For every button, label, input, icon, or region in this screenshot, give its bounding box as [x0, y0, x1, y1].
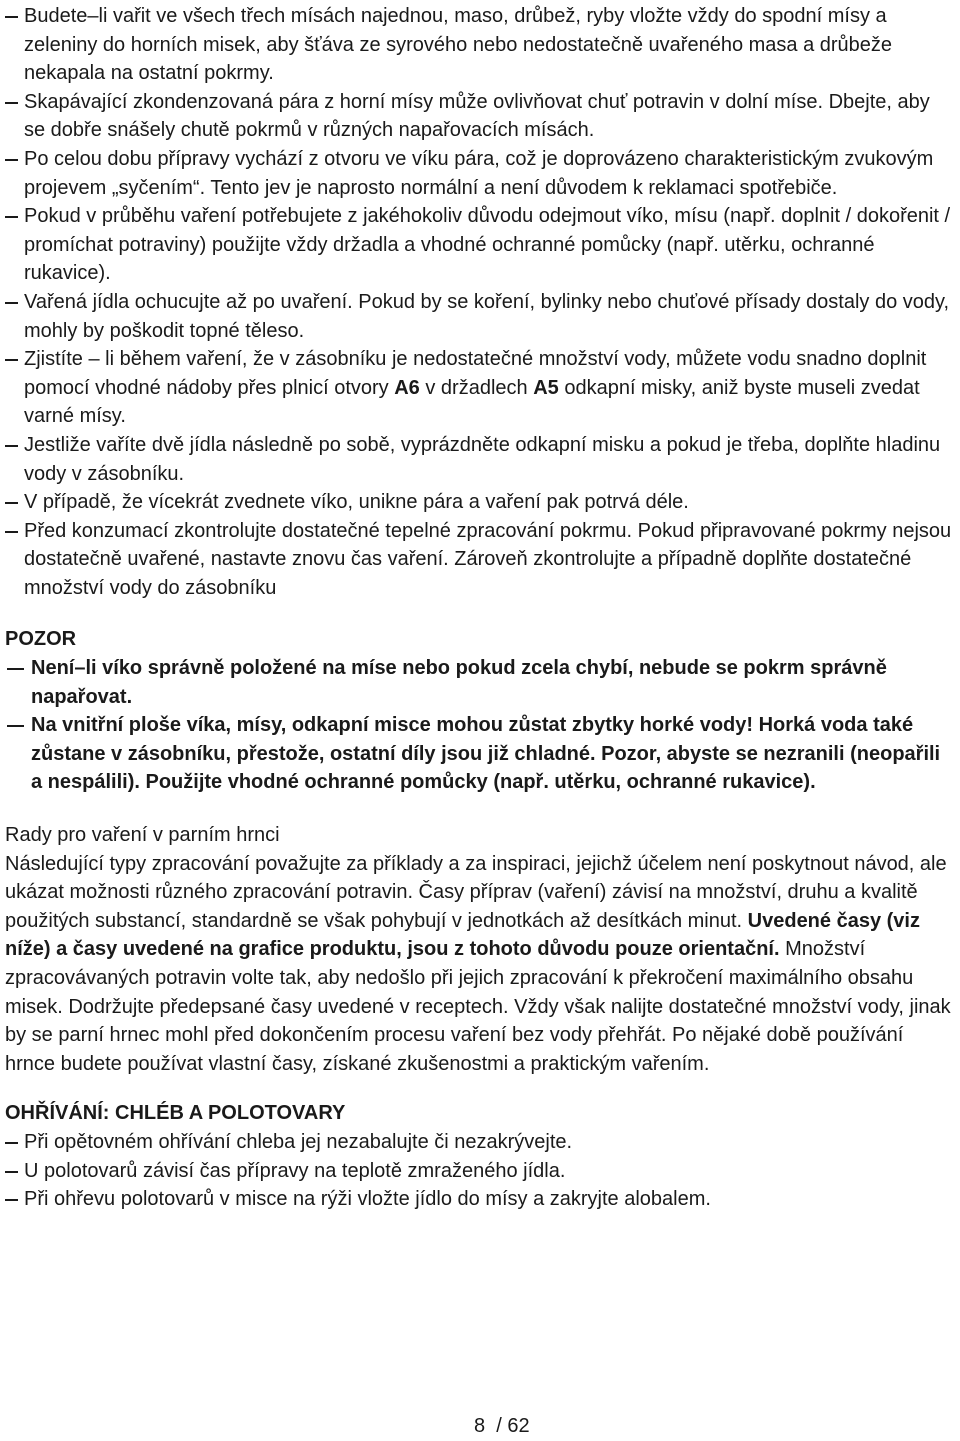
reheat-list — [5, 1128, 955, 1214]
part-ref-a6: A6 — [394, 376, 420, 399]
tips-paragraph — [5, 850, 955, 1079]
manual-page — [5, 2, 955, 1214]
list-item: U polotovarů závisí čas přípravy na teplotě zmraženého jídla. — [5, 1157, 955, 1186]
list-item: Při opětovném ohřívání chleba jej nezabalujte či nezakrývejte. — [5, 1128, 955, 1157]
reheat-heading: OHŘÍVÁNÍ: CHLÉB A POLOTOVARY — [5, 1102, 346, 1125]
text-span: odkapní misky, aniž byste museli zvedat varné mísy. — [24, 376, 920, 428]
warning-item: Na vnitřní ploše víka, mísy, odkapní misce mohou zůstat zbytky horké vody! Horká voda také zůstane v zásobníku, přestože, ostatní díly jsou již chladné. Pozor, abyste se nezranili (neopařili a nespálili). Použijte vhodné ochranné pomůcky (např. utěrku, ochranné rukavice). — [5, 711, 955, 797]
tips-heading: Rady pro vaření v parním hrnci — [5, 824, 280, 847]
list-item: Při ohřevu polotovarů v misce na rýži vložte jídlo do mísy a zakryjte alobalem. — [5, 1185, 955, 1214]
tips-emphasis: Uvedené časy (viz níže) a časy uvedené na grafice produktu, jsou z tohoto důvodu pouze orientační. — [5, 909, 920, 961]
reheat-section — [5, 1099, 955, 1213]
usage-notes-list — [5, 2, 955, 602]
warning-heading: POZOR — [5, 628, 77, 651]
warning-list — [5, 654, 955, 797]
text-span: Množství zpracovávaných potravin volte tak, aby nedošlo při jejich zpracování k překročení maximálního obsahu misek. Dodržujte předepsané časy uvedené v receptech. Vždy však nalijte dostatečné množství vody, jinak by se parní hrnec mohl před dokončením procesu vaření bez vody přehřát. Po nějaké době používání hrnce budete používat vlastní časy, získané zkušenostmi a praktickým vařením. — [5, 938, 951, 1075]
list-item: Před konzumací zkontrolujte dostatečné tepelné zpracování pokrmu. Pokud připravované pokrmy nejsou dostatečně uvařené, nastavte znovu čas vaření. Zároveň zkontrolujte a případně doplňte dostatečné množství vody do zásobníku — [5, 517, 955, 603]
part-ref-a5: A5 — [533, 376, 559, 399]
text-span: Následující typy zpracování považujte za příklady a za inspiraci, jejichž účelem není poskytnout návod, ale ukázat možnosti různého zpracování potravin. Časy příprav (vaření) závisí na množství, druhu a kvalitě použitých substancí, standardně se však pohybují v jednotkách až desítkách minut. — [5, 852, 947, 932]
warning-section — [5, 625, 955, 797]
page-number: 8 / 62 — [474, 1415, 530, 1437]
text-span: v držadlech — [419, 376, 534, 399]
text-span: Zjistíte – li během vaření, že v zásobníku je nedostatečné množství vody, můžete vodu snadno doplnit pomocí vhodné nádoby přes plnicí otvory — [24, 348, 927, 399]
tips-section — [5, 821, 955, 1078]
list-item: Pokud v průběhu vaření potřebujete z jakéhokoliv důvodu odejmout víko, mísu (např. doplnit / dokořenit / promíchat potraviny) použijte vždy držadla a vhodné ochranné pomůcky (např. utěrku, ochranné rukavice). — [5, 202, 955, 288]
list-item — [5, 345, 955, 431]
list-item: V případě, že vícekrát zvednete víko, unikne pára a vaření pak potrvá déle. — [5, 488, 955, 517]
list-item: Jestliže vaříte dvě jídla následně po sobě, vyprázdněte odkapní misku a pokud je třeba, doplňte hladinu vody v zásobníku. — [5, 431, 955, 488]
warning-item: Není–li víko správně položené na míse nebo pokud zcela chybí, nebude se pokrm správně napařovat. — [5, 654, 955, 711]
list-item: Skapávající zkondenzovaná pára z horní mísy může ovlivňovat chuť potravin v dolní míse. Dbejte, aby se dobře snášely chutě pokrmů v různých napařovacích mísách. — [5, 88, 955, 145]
list-item: Budete–li vařit ve všech třech mísách najednou, maso, drůbež, ryby vložte vždy do spodní mísy a zeleniny do horních misek, aby šťáva ze syrového nebo nedostatečně uvařeného masa a drůbeže nekapala na ostatní pokrmy. — [5, 2, 955, 88]
list-item: Vařená jídla ochucujte až po uvaření. Pokud by se koření, bylinky nebo chuťové přísady dostaly do vody, mohly by poškodit topné těleso. — [5, 288, 955, 345]
list-item: Po celou dobu přípravy vychází z otvoru ve víku pára, což je doprovázeno charakteristickým zvukovým projevem „syčením“. Tento jev je naprosto normální a není důvodem k reklamaci spotřebiče. — [5, 145, 955, 202]
